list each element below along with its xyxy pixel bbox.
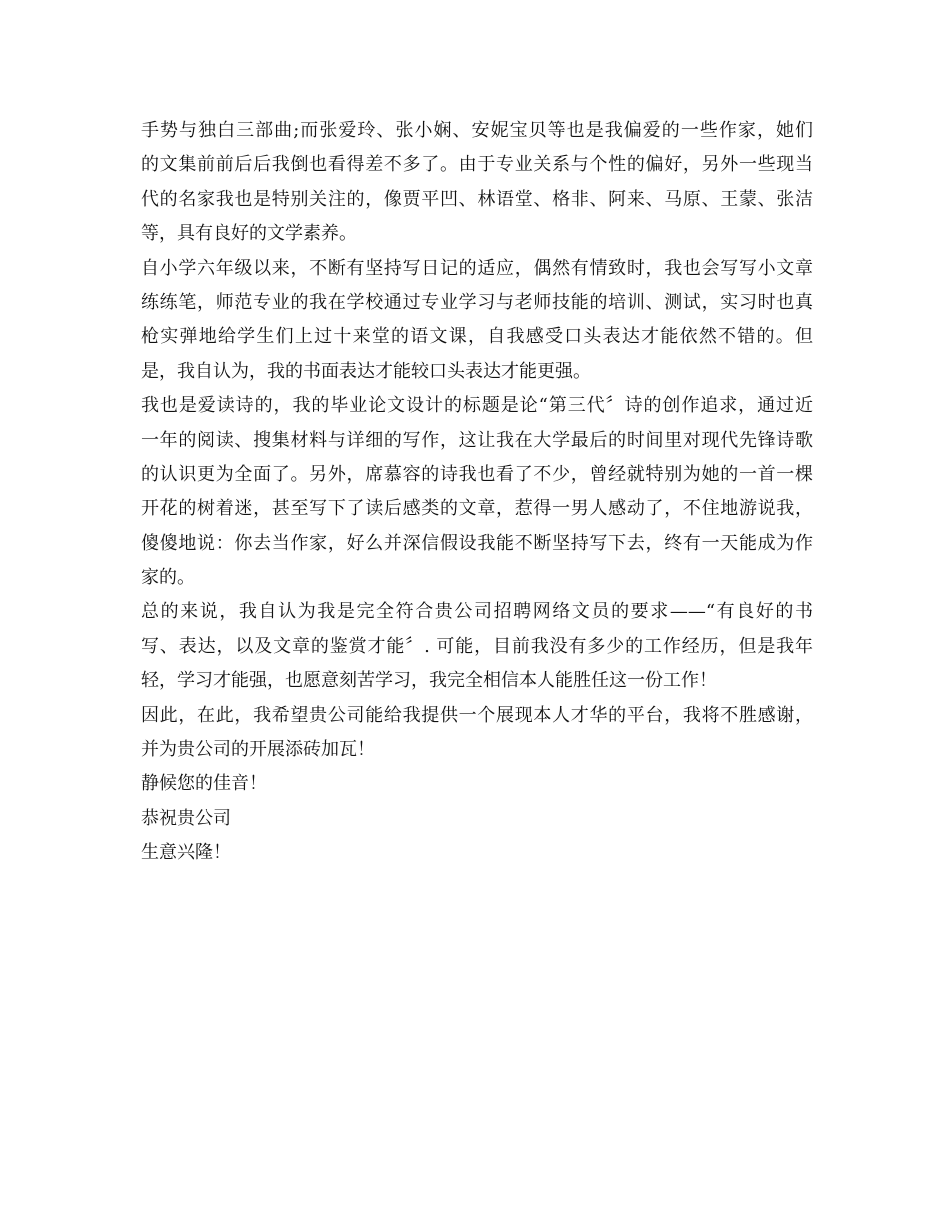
text-line: 的认识更为全面了。另外，席慕容的诗我也看了不少，曾经就特别为她的一首一棵 <box>141 463 813 485</box>
text-line: 代的名家我也是特别关注的，像贾平凹、林语堂、格非、阿来、马原、王蒙、张洁 <box>141 188 813 210</box>
text-line: 傻傻地说：你去当作家，好么并深信假设我能不断坚持写下去，终有一天能成为作 <box>141 532 813 554</box>
text-line: 手势与独白三部曲;而张爱玲、张小娴、安妮宝贝等也是我偏爱的一些作家，她们 <box>141 120 813 141</box>
text-line: 自小学六年级以来，不断有坚持写日记的适应，偶然有情致时，我也会写写小文章 <box>141 257 813 279</box>
text-line: 等，具有良好的文学素养。 <box>141 223 357 245</box>
text-line: 一年的阅读、搜集材料与详细的写作，这让我在大学最后的时间里对现代先锋诗歌 <box>141 429 813 451</box>
text-line: 因此，在此，我希望贵公司能给我提供一个展现本人才华的平台，我将不胜感谢， <box>141 704 813 726</box>
text-line: 练练笔，师范专业的我在学校通过专业学习与老师技能的培训、测试，实习时也真 <box>141 291 813 313</box>
text-line: 静候您的佳音！ <box>141 773 267 795</box>
text-line: 轻，学习才能强，也愿意刻苦学习，我完全相信本人能胜任这一份工作！ <box>141 670 717 692</box>
text-line: 我也是爱读诗的，我的毕业论文设计的标题是论“第三代〞诗的创作追求，通过近 <box>141 395 813 417</box>
text-line: 家的。 <box>141 567 195 589</box>
document-body <box>141 114 813 871</box>
text-line: 总的来说，我自认为我是完全符合贵公司招聘网络文员的要求——“有良好的书 <box>141 601 813 623</box>
text-line: 恭祝贵公司 <box>141 807 231 829</box>
text-line: 写、表达，以及文章的鉴赏才能〞. 可能，目前我没有多少的工作经历，但是我年 <box>141 635 813 657</box>
text-line: 的文集前前后后我倒也看得差不多了。由于专业关系与个性的偏好，另外一些现当 <box>141 154 813 176</box>
text-line: 生意兴隆！ <box>141 842 231 864</box>
text-line: 并为贵公司的开展添砖加瓦！ <box>141 739 375 761</box>
text-line: 开花的树着迷，甚至写下了读后感类的文章，惹得一男人感动了，不住地游说我， <box>141 498 813 520</box>
text-line: 是，我自认为，我的书面表达才能较口头表达才能更强。 <box>141 360 591 382</box>
text-line: 枪实弹地给学生们上过十来堂的语文课，自我感受口头表达才能依然不错的。但 <box>141 326 813 348</box>
